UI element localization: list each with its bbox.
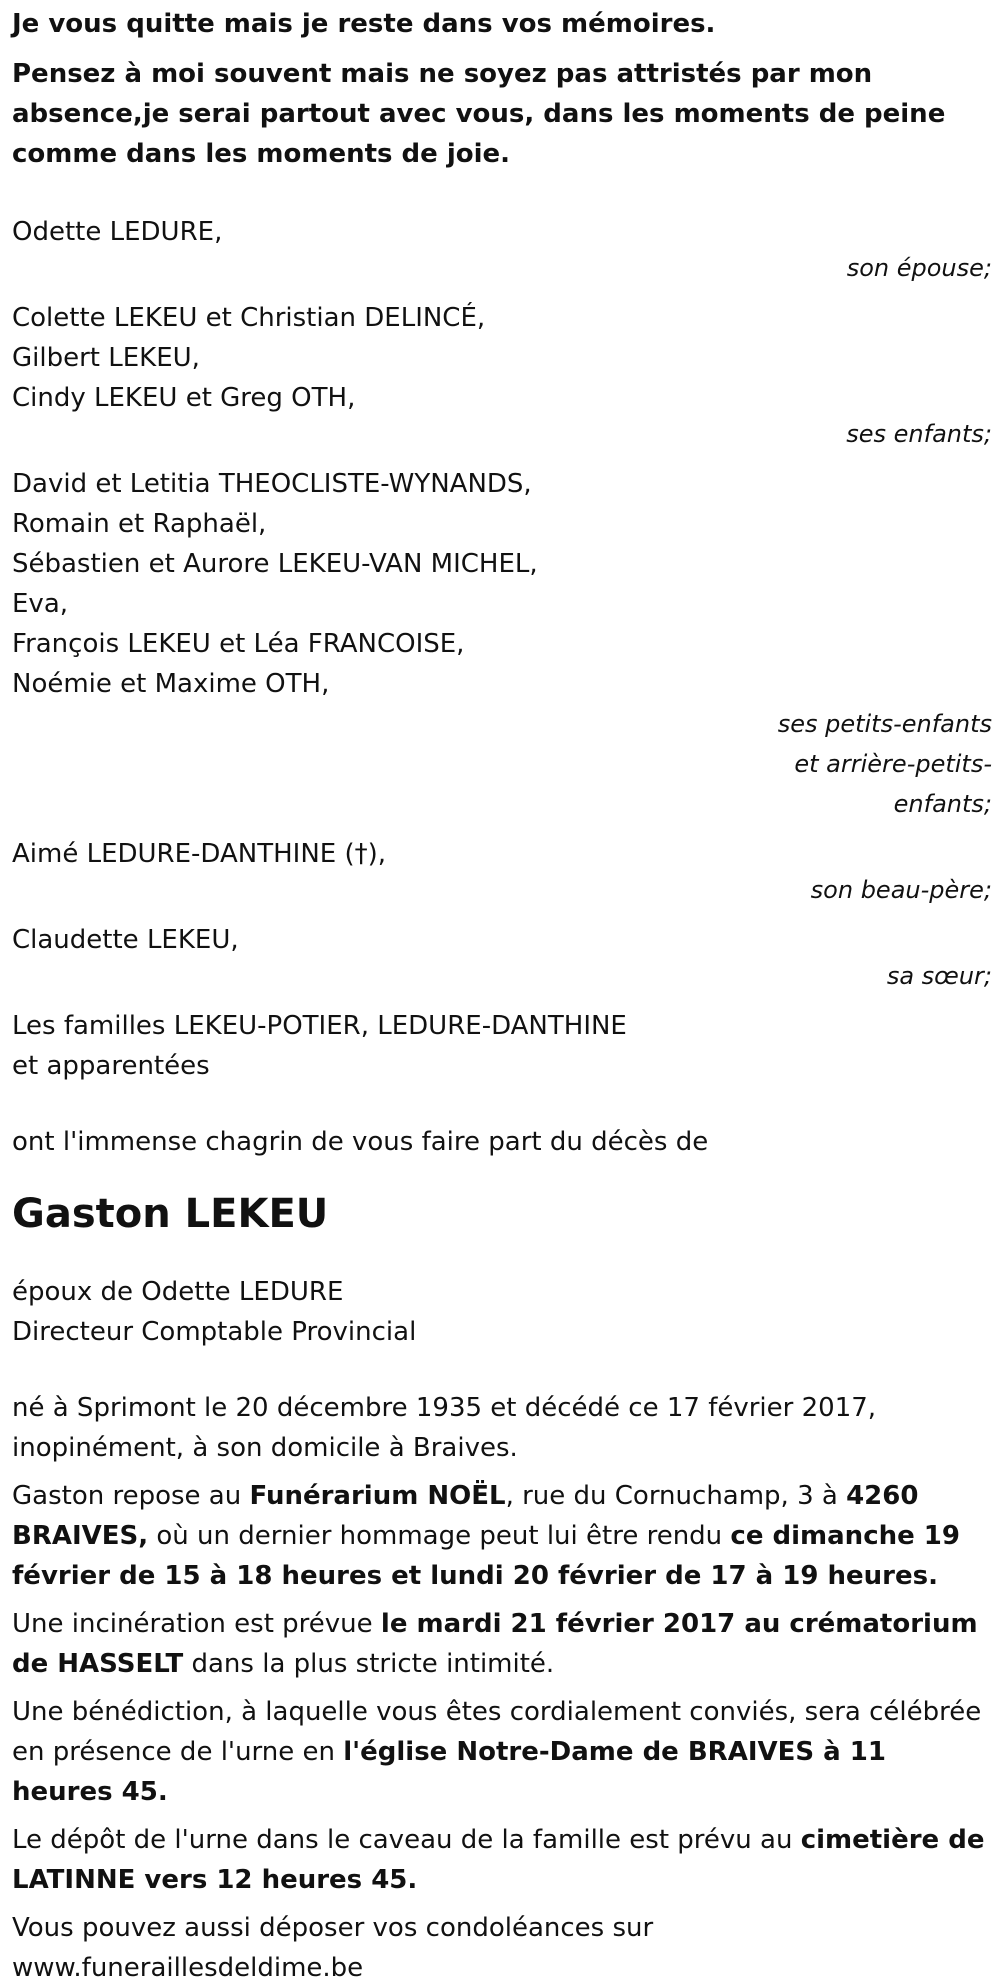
spacer bbox=[12, 174, 992, 212]
grandchildren-role-line: enfants; bbox=[893, 790, 992, 818]
spouse-role: son épouse; bbox=[846, 254, 992, 282]
families-line: et apparentées bbox=[12, 1051, 210, 1081]
child-name: Cindy LEKEU et Greg OTH, bbox=[12, 383, 356, 413]
deceased-name: Gaston LEKEU bbox=[12, 1191, 329, 1237]
children-block bbox=[12, 298, 992, 454]
opening-quote-line1: Je vous quitte mais je reste dans vos mémoires. bbox=[12, 9, 716, 39]
families-block bbox=[12, 1006, 992, 1086]
spouse-name: Odette LEDURE, bbox=[12, 217, 223, 247]
cremation-paragraph: Une incinération est prévue le mardi 21 février 2017 au crématorium de HASSELT dans la plus stricte intimité. bbox=[12, 1609, 978, 1679]
grandchild-name: Eva, bbox=[12, 589, 69, 619]
spouse-block bbox=[12, 212, 992, 288]
child-name: Colette LEKEU et Christian DELINCÉ, bbox=[12, 303, 486, 333]
announcement: ont l'immense chagrin de vous faire part du décès de bbox=[12, 1127, 709, 1157]
deceased-title: Directeur Comptable Provincial bbox=[12, 1317, 417, 1347]
grandchild-name: David et Letitia THEOCLISTE-WYNANDS, bbox=[12, 469, 532, 499]
urn-paragraph: Le dépôt de l'urne dans le caveau de la famille est prévu au cimetière de LATINNE vers 12 heures 45. bbox=[12, 1825, 985, 1895]
birth-death-text: né à Sprimont le 20 décembre 1935 et décédé ce 17 février 2017, inopinément, à son domicile à Braives. bbox=[12, 1393, 877, 1463]
obituary-column bbox=[12, 0, 992, 1988]
sister-name: Claudette LEKEU, bbox=[12, 925, 239, 955]
deceased-spouse-line: époux de Odette LEDURE bbox=[12, 1277, 344, 1307]
condolences-block bbox=[12, 1908, 992, 1988]
condolences-website: www.funeraillesdeldime.be bbox=[12, 1953, 364, 1983]
grandchild-name: Noémie et Maxime OTH, bbox=[12, 669, 330, 699]
grandchild-name: Romain et Raphaël, bbox=[12, 509, 267, 539]
families-line: Les familles LEKEU-POTIER, LEDURE-DANTHINE bbox=[12, 1011, 627, 1041]
grandchildren-role-line: et arrière-petits- bbox=[794, 750, 992, 778]
condolences-text: Vous pouvez aussi déposer vos condoléances sur bbox=[12, 1913, 654, 1943]
repose-paragraph: Gaston repose au Funérarium NOËL, rue du Cornuchamp, 3 à 4260 BRAIVES, où un dernier hommage peut lui être rendu ce dimanche 19 février de 15 à 18 heures et lundi 20 février de 17 à 19 heures. bbox=[12, 1481, 960, 1591]
grandchildren-block bbox=[12, 464, 992, 824]
child-name: Gilbert LEKEU, bbox=[12, 343, 200, 373]
father-in-law-role: son beau-père; bbox=[810, 876, 992, 904]
grandchild-name: Sébastien et Aurore LEKEU-VAN MICHEL, bbox=[12, 549, 538, 579]
sister-block bbox=[12, 920, 992, 996]
sister-role: sa sœur; bbox=[886, 962, 992, 990]
grandchild-name: François LEKEU et Léa FRANCOISE, bbox=[12, 629, 465, 659]
children-role: ses enfants; bbox=[846, 420, 992, 448]
father-in-law-block bbox=[12, 834, 992, 910]
grandchildren-role-line: ses petits-enfants bbox=[777, 710, 992, 738]
blessing-paragraph: Une bénédiction, à laquelle vous êtes cordialement conviés, sera célébrée en présence de l'urne en l'église Notre-Dame de BRAIVES à 11 heures 45. bbox=[12, 1697, 982, 1807]
opening-quote-line2: Pensez à moi souvent mais ne soyez pas attristés par mon absence,je serai partout avec vous, dans les moments de peine comme dans les moments de joie. bbox=[12, 59, 946, 169]
father-in-law-name: Aimé LEDURE-DANTHINE (†), bbox=[12, 839, 387, 869]
grandchildren-role bbox=[12, 704, 992, 824]
